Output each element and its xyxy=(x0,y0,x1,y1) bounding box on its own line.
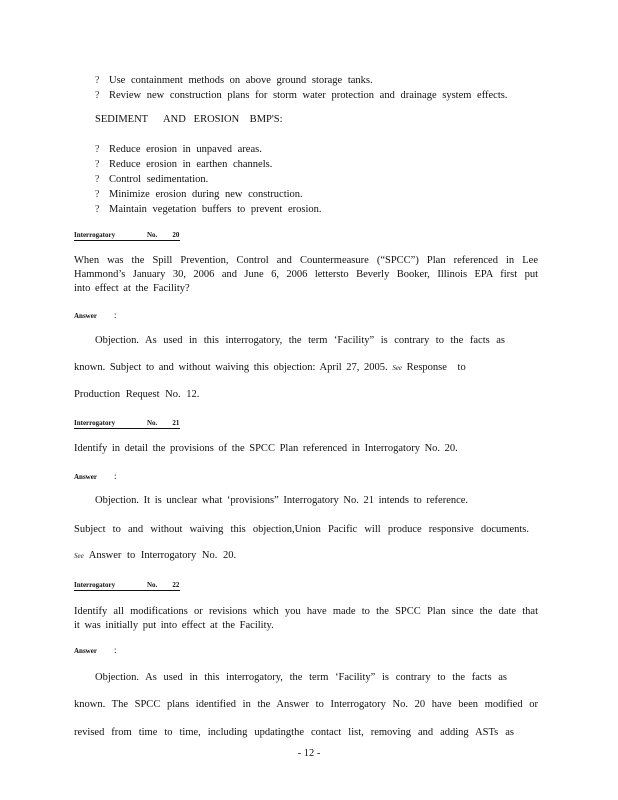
bmp-heading: SEDIMENT AND EROSION BMP'S: xyxy=(95,114,283,125)
page-number: - 12 - xyxy=(297,748,321,759)
answer-line: See Answer to Interrogatory No. 20. xyxy=(74,550,237,561)
answer-line: revised from time to time, including updatingthe contact list, removing and adding ASTs as xyxy=(74,727,514,738)
interrogatory-number: No. 21 xyxy=(147,419,180,427)
question-line: When was the Spill Prevention, Control and Countermeasure (“SPCC”) Plan referenced in Lee xyxy=(74,255,538,266)
answer-line: known. Subject to and without waiving this objection: April 27, 2005. See Response to xyxy=(74,362,466,373)
interrogatory-number: No. 22 xyxy=(147,581,180,589)
interrogatory-heading xyxy=(74,231,180,240)
bullet-marker: ? xyxy=(95,75,100,86)
heading-underline xyxy=(74,240,180,241)
interrogatory-label: Interrogatory xyxy=(74,231,116,239)
bullet-marker: ? xyxy=(95,189,100,200)
bullet-item: Control sedimentation. xyxy=(109,174,209,185)
interrogatory-heading xyxy=(74,581,180,590)
bullet-marker: ? xyxy=(95,90,100,101)
bullet-item: Minimize erosion during new construction. xyxy=(109,189,303,200)
bullet-item: Review new construction plans for storm water protection and drainage system effects. xyxy=(109,90,508,101)
see-signal: See xyxy=(74,552,84,560)
answer-line: Production Request No. 12. xyxy=(74,389,200,400)
bullet-item: Maintain vegetation buffers to prevent erosion. xyxy=(109,204,322,215)
answer-line: Objection. As used in this interrogatory, the term ‘Facility” is contrary to the facts as xyxy=(95,672,507,683)
answer-label: Answer : xyxy=(74,471,117,481)
bullet-marker: ? xyxy=(95,159,100,170)
heading-underline xyxy=(74,590,180,591)
answer-line: Subject to and without waiving this objection,Union Pacific will produce responsive documents. xyxy=(74,524,529,535)
answer-label: Answer : xyxy=(74,645,117,655)
bullet-item: Reduce erosion in earthen channels. xyxy=(109,159,273,170)
question-line: Hammond’s January 30, 2006 and June 6, 2006 lettersto Beverly Booker, Illinois EPA first put xyxy=(74,269,538,280)
question-line: Identify in detail the provisions of the SPCC Plan referenced in Interrogatory No. 20. xyxy=(74,443,458,454)
question-line: it was initially put into effect at the Facility. xyxy=(74,620,274,631)
answer-line: known. The SPCC plans identified in the Answer to Interrogatory No. 20 have been modified or xyxy=(74,699,538,710)
answer-label: Answer : xyxy=(74,310,117,320)
bullet-marker: ? xyxy=(95,174,100,185)
bullet-item: Reduce erosion in unpaved areas. xyxy=(109,144,262,155)
heading-underline xyxy=(74,428,180,429)
interrogatory-number: No. 20 xyxy=(147,231,180,239)
answer-line: Objection. It is unclear what ‘provisions” Interrogatory No. 21 intends to reference. xyxy=(95,495,469,506)
bullet-marker: ? xyxy=(95,204,100,215)
question-line: into effect at the Facility? xyxy=(74,283,190,294)
interrogatory-label: Interrogatory xyxy=(74,419,116,427)
interrogatory-label: Interrogatory xyxy=(74,581,116,589)
question-line: Identify all modifications or revisions which you have made to the SPCC Plan since the date that xyxy=(74,606,538,617)
interrogatory-heading xyxy=(74,419,180,428)
bullet-item: Use containment methods on above ground storage tanks. xyxy=(109,75,373,86)
bullet-marker: ? xyxy=(95,144,100,155)
see-signal: See xyxy=(392,364,403,372)
answer-line: Objection. As used in this interrogatory, the term ‘Facility” is contrary to the facts as xyxy=(95,335,505,346)
